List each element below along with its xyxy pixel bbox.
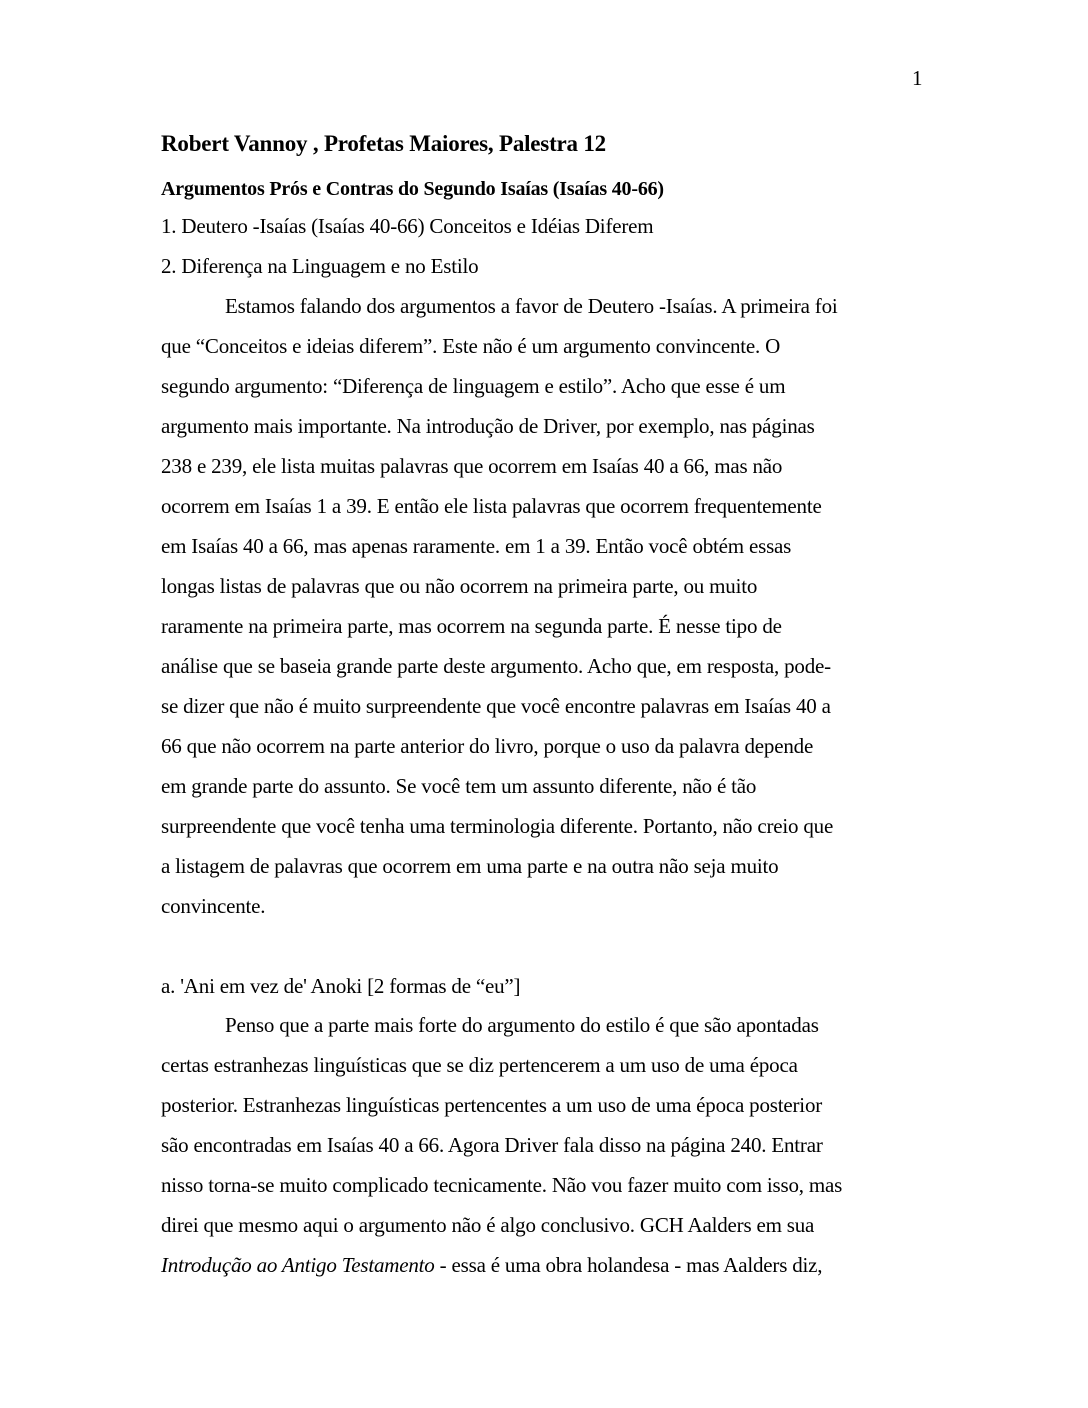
paragraph-line: [161, 1253, 822, 1277]
paragraph-line: a listagem de palavras que ocorrem em uma parte e na outra não seja muito: [161, 854, 779, 878]
paragraph-line: posterior. Estranhezas linguísticas pertencentes a um uso de uma época posterior: [161, 1093, 823, 1117]
paragraph-line: ocorrem em Isaías 1 a 39. E então ele lista palavras que ocorrem frequentemente: [161, 494, 822, 518]
paragraph-line: surpreendente que você tenha uma terminologia diferente. Portanto, não creio que: [161, 814, 834, 838]
paragraph-line: Estamos falando dos argumentos a favor de Deutero -Isaías. A primeira foi: [225, 294, 838, 318]
paragraph-line: em grande parte do assunto. Se você tem um assunto diferente, não é tão: [161, 774, 757, 798]
lecture-subtitle: Argumentos Prós e Contras do Segundo Isaías (Isaías 40-66): [161, 178, 664, 200]
lecture-title: Robert Vannoy , Profetas Maiores, Palestra 12: [161, 131, 606, 156]
paragraph-line: argumento mais importante. Na introdução de Driver, por exemplo, nas páginas: [161, 414, 815, 438]
paragraph-line: se dizer que não é muito surpreendente que você encontre palavras em Isaías 40 a: [161, 694, 831, 718]
paragraph-line: convincente.: [161, 894, 266, 918]
paragraph-line: análise que se baseia grande parte deste argumento. Acho que, em resposta, pode-: [161, 654, 831, 678]
paragraph-line: 238 e 239, ele lista muitas palavras que ocorrem em Isaías 40 a 66, mas não: [161, 454, 783, 478]
paragraph-line: raramente na primeira parte, mas ocorrem na segunda parte. É nesse tipo de: [161, 614, 782, 638]
paragraph-line: certas estranhezas linguísticas que se diz pertencerem a um uso de uma época: [161, 1053, 798, 1077]
line-text: - essa é uma obra holandesa - mas Aalders diz,: [434, 1253, 823, 1277]
outline-item-1: 1. Deutero -Isaías (Isaías 40-66) Conceitos e Idéias Diferem: [161, 214, 654, 238]
outline-item-2: 2. Diferença na Linguagem e no Estilo: [161, 254, 479, 278]
paragraph-line: segundo argumento: “Diferença de linguagem e estilo”. Acho que esse é um: [161, 374, 786, 398]
paragraph-line: que “Conceitos e ideias diferem”. Este não é um argumento convincente. O: [161, 334, 781, 358]
paragraph-line: direi que mesmo aqui o argumento não é algo conclusivo. GCH Aalders em sua: [161, 1213, 815, 1237]
paragraph-line: 66 que não ocorrem na parte anterior do livro, porque o uso da palavra depende: [161, 734, 814, 758]
book-title: Introdução ao Antigo Testamento: [161, 1253, 435, 1277]
section-a-heading: a. 'Ani em vez de' Anoki [2 formas de “eu”]: [161, 974, 521, 998]
paragraph-line: são encontradas em Isaías 40 a 66. Agora Driver fala disso na página 240. Entrar: [161, 1133, 823, 1157]
paragraph-line: longas listas de palavras que ou não ocorrem na primeira parte, ou muito: [161, 574, 758, 598]
page-number: 1: [912, 66, 923, 90]
paragraph-line: em Isaías 40 a 66, mas apenas raramente. em 1 a 39. Então você obtém essas: [161, 534, 792, 558]
paragraph-line: Penso que a parte mais forte do argumento do estilo é que são apontadas: [225, 1013, 819, 1037]
paragraph-line: nisso torna-se muito complicado tecnicamente. Não vou fazer muito com isso, mas: [161, 1173, 843, 1197]
